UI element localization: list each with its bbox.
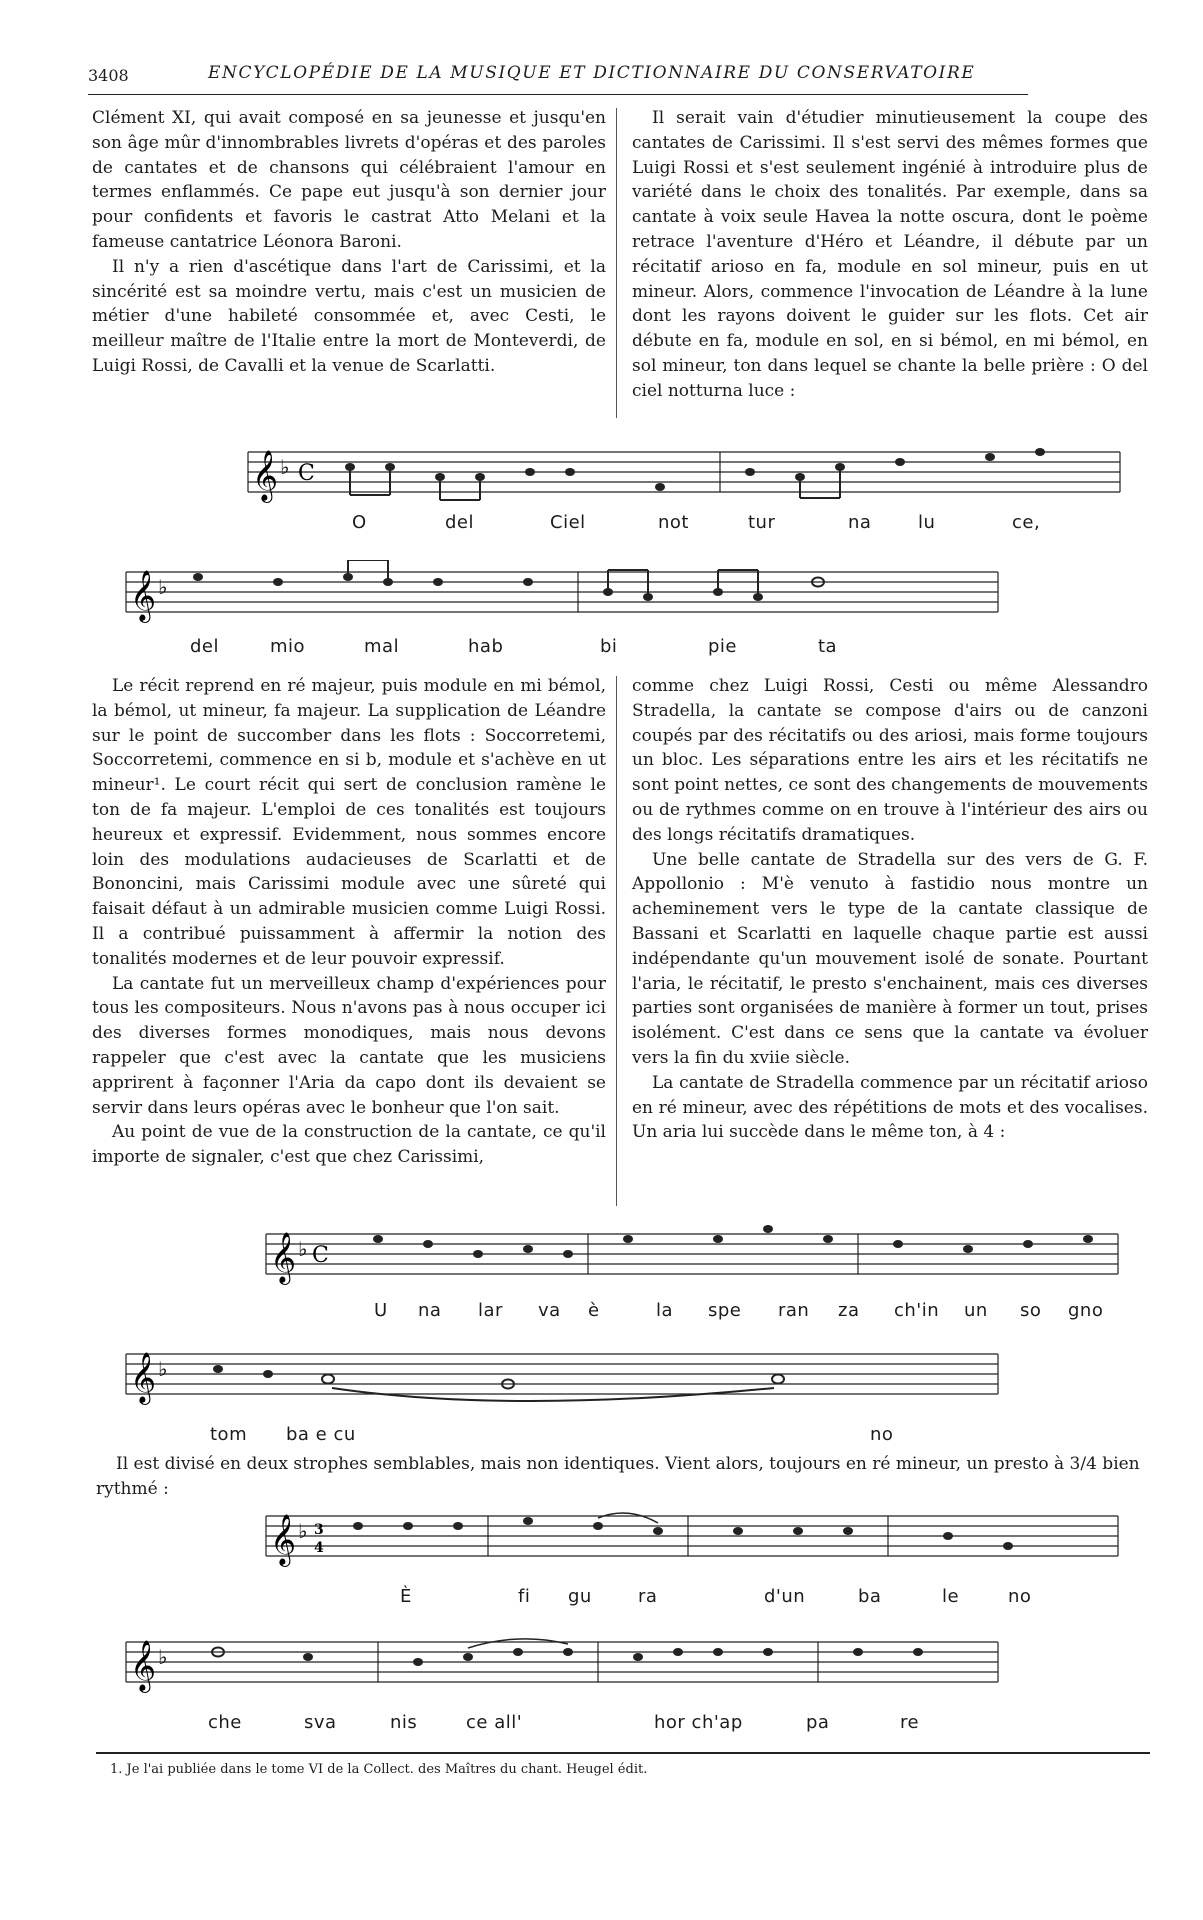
music-lyrics-1a	[240, 512, 1140, 536]
lyric-syllable: mal	[364, 636, 400, 657]
lyric-syllable: hor ch'ap	[654, 1712, 743, 1733]
lyric-syllable: la	[656, 1300, 674, 1321]
lyric-syllable: d'un	[764, 1586, 806, 1607]
music-lyrics-2a	[258, 1300, 1138, 1324]
lyric-syllable: tom	[210, 1424, 248, 1445]
lyric-syllable: tur	[748, 512, 776, 533]
lyric-syllable: pie	[708, 636, 738, 657]
lyric-syllable: va	[538, 1300, 561, 1321]
footnote: 1. Je l'ai publiée dans le tome VI de la Collect. des Maîtres du chant. Heugel édit.	[110, 1762, 648, 1777]
music-staff-1b	[118, 560, 1018, 630]
paragraph: La cantate de Stradella commence par un récitatif arioso en ré mineur, avec des répétitions de mots et des vocalises. Un aria lui succède dans le même ton, à 4 :	[632, 1072, 1148, 1143]
paragraph: Il n'y a rien d'ascétique dans l'art de Carissimi, et la sincérité est sa moindre vertu, mais c'est un musicien de métier d'une habileté consommée et, avec Cesti, le meilleur maître de l'Italie entre la mort de Monteverdi, de Luigi Rossi, de Cavalli et la venue de Scarlatti.	[92, 256, 606, 376]
lyric-syllable: na	[848, 512, 872, 533]
svg-text:♭: ♭	[158, 575, 168, 599]
column-rule	[616, 676, 617, 1206]
lyric-syllable: not	[658, 512, 689, 533]
lyric-syllable: nis	[390, 1712, 418, 1733]
paragraph: Au point de vue de la construction de la cantate, ce qu'il importe de signaler, c'est que chez Carissimi,	[92, 1122, 606, 1168]
lyric-syllable: O	[352, 512, 367, 533]
paragraph: comme chez Luigi Rossi, Cesti ou même Alessandro Stradella, la cantate se compose d'airs ou de canzoni coupés par des récitatifs ou des ariosi, mais forme toujours un bloc. Les séparations entre les airs et les récitatifs ne sont point nettes, ce sont des changements de mouvements ou de rythmes comme on en trouve à l'intérieur des airs ou des longs récitatifs dramatiques.	[632, 676, 1148, 845]
lyric-syllable: no	[870, 1424, 894, 1445]
lyric-syllable: bi	[600, 636, 618, 657]
music-staff-3b	[118, 1630, 1018, 1706]
lyric-syllable: che	[208, 1712, 242, 1733]
svg-text:♭: ♭	[298, 1237, 308, 1261]
treble-clef-icon: 𝄞	[252, 450, 279, 501]
page-number: 3408	[88, 66, 129, 85]
top-left-column	[92, 106, 606, 379]
paragraph: Il serait vain d'étudier minutieusement la coupe des cantates de Carissimi. Il s'est servi des mêmes formes que Luigi Rossi et s'est seulement ingénié à introduire plus de variété dans le choix des tonalités. Par exemple, dans sa cantate à voix seule Havea la notte oscura, dont le poème retrace l'aventure d'Héro et Léandre, il débute par un récitatif arioso en fa, module en sol mineur, puis en ut mineur. Alors, commence l'invocation de Léandre à la lune dont les rayons doivent le guider sur les flots. Cet air débute en fa, module en sol, en si bémol, en mi bémol, en sol mineur, ton dans lequel se chante la belle prière : O del ciel notturna luce :	[632, 108, 1148, 401]
music-lyrics-3a	[258, 1586, 1138, 1610]
svg-text:♭: ♭	[298, 1519, 308, 1543]
lyric-syllable: è	[588, 1300, 600, 1321]
lyric-syllable: sva	[304, 1712, 337, 1733]
music-staff-2a	[258, 1222, 1138, 1292]
page-header	[88, 60, 1028, 95]
lyric-syllable: no	[1008, 1586, 1032, 1607]
paragraph: Une belle cantate de Stradella sur des vers de G. F. Appollonio : M'è venuto à fastidio nous montre un acheminement vers le type de la cantate classique de Bassani et Scarlatti en laquelle chaque partie est aussi indépendante qu'un mouvement isolé de sonate. Pourtant l'aria, le récitatif, le presto s'enchainent, mais ces diverses parties sont organisées de manière à former un tout, prises isolément. C'est dans ce sens que la cantate va évoluer vers la fin du xviie siècle.	[632, 849, 1148, 1068]
lyric-syllable: ran	[778, 1300, 810, 1321]
mid-right-column	[632, 674, 1148, 1145]
treble-clef-icon: 𝄞	[270, 1232, 297, 1283]
paragraph: Le récit reprend en ré majeur, puis module en mi bémol, la bémol, ut mineur, fa majeur. La supplication de Léandre sur le point de succomber dans les flots : Soccorretemi, Soccorretemi, commence en si b, module et s'achève en ut mineur¹. Le court récit qui sert de conclusion ramène le ton de fa majeur. L'emploi de ces tonalités est toujours heureux et expressif. Evidemment, nous sommes encore loin des modulations audacieuses de Scarlatti et de Bononcini, mais Carissimi module avec une sûreté qui faisait défaut à un admirable musicien comme Luigi Rossi. Il a contribué puissamment à affermir la notion des tonalités modernes et de leur pouvoir expressif.	[92, 676, 606, 969]
svg-text:♭: ♭	[158, 1645, 168, 1669]
mid-left-column	[92, 674, 606, 1170]
svg-text:C: C	[298, 461, 315, 486]
lyric-syllable: mio	[270, 636, 306, 657]
lyric-syllable: pa	[806, 1712, 830, 1733]
lyric-syllable: ta	[818, 636, 838, 657]
lyric-syllable: È	[400, 1586, 412, 1607]
lyric-syllable: U	[374, 1300, 388, 1321]
lyric-syllable: ba e cu	[286, 1424, 356, 1445]
lyric-syllable: hab	[468, 636, 504, 657]
music-staff-3a	[258, 1504, 1138, 1580]
full-width-paragraph: Il est divisé en deux strophes semblables, mais non identiques. Vient alors, toujours en ré mineur, un presto à 3/4 bien rythmé :	[96, 1454, 1140, 1499]
treble-clef-icon: 𝄞	[130, 1640, 157, 1691]
lyric-syllable: le	[942, 1586, 960, 1607]
lyric-syllable: fi	[518, 1586, 531, 1607]
lyric-syllable: na	[418, 1300, 442, 1321]
treble-clef-icon: 𝄞	[130, 1352, 157, 1403]
music-lyrics-1b	[118, 636, 1018, 660]
lyric-syllable: un	[964, 1300, 988, 1321]
lyric-syllable: za	[838, 1300, 860, 1321]
music-staff-2b	[118, 1342, 1018, 1412]
lyric-syllable: gno	[1068, 1300, 1104, 1321]
lyric-syllable: ch'in	[894, 1300, 940, 1321]
svg-text:3: 3	[314, 1522, 324, 1538]
lyric-syllable: lar	[478, 1300, 503, 1321]
paragraph: La cantate fut un merveilleux champ d'expériences pour tous les compositeurs. Nous n'avons pas à nous occuper ici des diverses formes monodiques, mais nous devons rappeler que c'est avec la cantate que les musiciens apprirent à façonner l'Aria da capo dont ils devaient se servir dans leurs opéras avec le bonheur que l'on sait.	[92, 973, 606, 1118]
music-staff-1a	[240, 440, 1140, 510]
music-lyrics-2b	[118, 1424, 1018, 1448]
lyric-syllable: so	[1020, 1300, 1042, 1321]
music-lyrics-3b	[118, 1712, 1018, 1736]
lyric-syllable: ce,	[1012, 512, 1041, 533]
lyric-syllable: lu	[918, 512, 936, 533]
treble-clef-icon: 𝄞	[130, 570, 157, 621]
lyric-syllable: ra	[638, 1586, 658, 1607]
lyric-syllable: Ciel	[550, 512, 586, 533]
footnote-rule	[96, 1752, 1150, 1754]
lyric-syllable: re	[900, 1712, 920, 1733]
top-right-column	[632, 106, 1148, 404]
column-rule	[616, 108, 617, 418]
lyric-syllable: del	[190, 636, 220, 657]
svg-text:C: C	[312, 1243, 329, 1268]
lyric-syllable: ba	[858, 1586, 882, 1607]
svg-text:♭: ♭	[280, 455, 290, 479]
lyric-syllable: ce all'	[466, 1712, 523, 1733]
svg-text:♭: ♭	[158, 1357, 168, 1381]
running-title: ENCYCLOPÉDIE DE LA MUSIQUE ET DICTIONNAIRE DU CONSERVATOIRE	[208, 63, 976, 83]
paragraph: Clément XI, qui avait composé en sa jeunesse et jusqu'en son âge mûr d'innombrables livrets d'opéras et des paroles de cantates et de chansons qui célébraient l'amour en termes enflammés. Ce pape eut jusqu'à son dernier jour pour confidents et favoris le castrat Atto Melani et la fameuse cantatrice Léonora Baroni.	[92, 108, 606, 252]
lyric-syllable: spe	[708, 1300, 742, 1321]
treble-clef-icon: 𝄞	[270, 1514, 297, 1565]
svg-text:4: 4	[314, 1540, 324, 1556]
lyric-syllable: gu	[568, 1586, 592, 1607]
lyric-syllable: del	[445, 512, 475, 533]
